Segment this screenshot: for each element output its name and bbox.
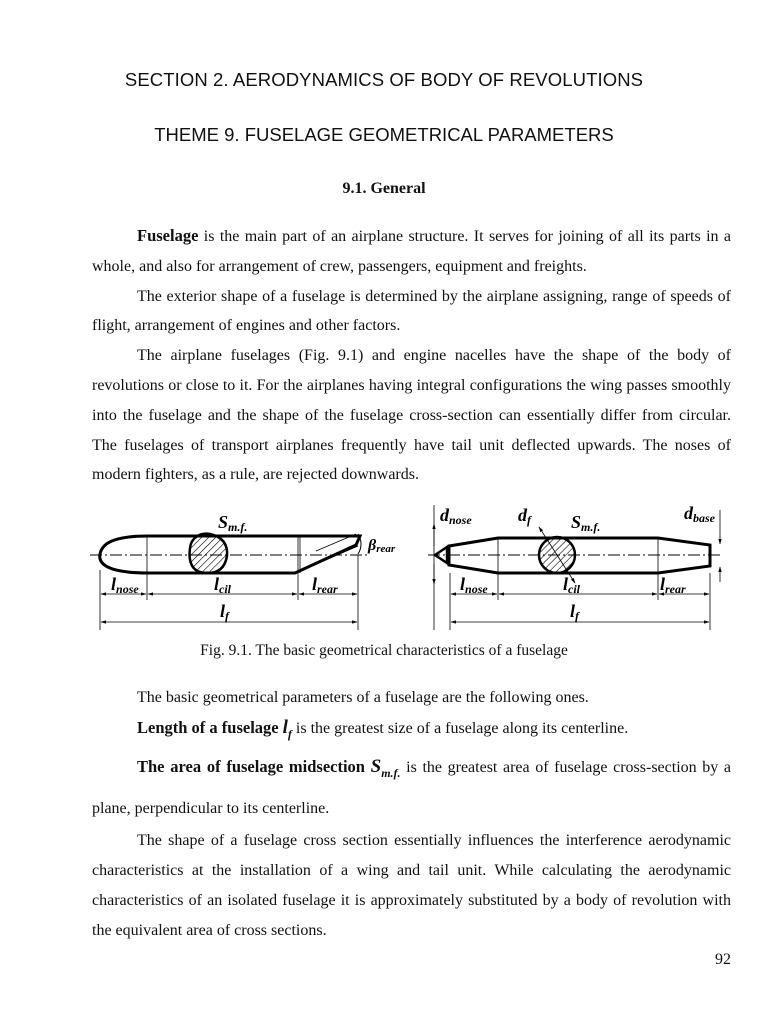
right-fuselage-drawing [428, 503, 722, 630]
term-fuselage: Fuselage [137, 226, 199, 245]
label-right-df: df [518, 505, 531, 527]
parameters-text [92, 683, 731, 945]
label-right-smf: Sm.f. [571, 512, 601, 534]
label-right-lnose: lnose [460, 574, 488, 596]
paragraph-length [92, 713, 731, 750]
paragraph-length-text: is the greatest size of a fuselage along its centerline. [291, 719, 629, 737]
section-title: SECTION 2. AERODYNAMICS OF BODY OF REVOLUTIONS [124, 69, 644, 90]
label-right-dbase: dbase [684, 503, 715, 525]
label-left-lf: lf [220, 601, 230, 623]
intro-text [92, 221, 731, 490]
paragraph-exterior-shape: The exterior shape of a fuselage is determined by the airplane assigning, range of speeds of flight, arrangement of engines and other factors. [92, 287, 731, 335]
page-number: 92 [715, 951, 731, 968]
term-length: Length of a fuselage [137, 717, 279, 737]
label-right-lrear: lrear [660, 574, 686, 596]
label-beta-rear: βrear [368, 537, 396, 555]
theme-title: THEME 9. FUSELAGE GEOMETRICAL PARAMETERS [154, 124, 614, 145]
paragraph-cross-section-shape: The shape of a fuselage cross section essentially influences the interference aerodynamic characteristics at the installation of a wing and tail unit. While calculating the aerodynamic characteristics of an isolated fuselage it is approximately substituted by a body of revolution with the equivalent area of cross sections. [92, 832, 731, 939]
paragraph-params-intro: The basic geometrical parameters of a fuselage are the following ones. [137, 689, 589, 706]
paragraph-fuselage-text: is the main part of an airplane structure. It serves for joining of all its parts in a whole, and also for arrangement of crew, passengers, equipment and freights. [92, 228, 731, 275]
label-left-lnose: lnose [111, 574, 139, 596]
paragraph-fuselage-shapes: The airplane fuselages (Fig. 9.1) and engine nacelles have the shape of the body of revolutions or close to it. For the airplanes having integral configurations the wing passes smoothly into the fuselage and the shape of the fuselage cross-section can essentially differ from circular. The fuselages of transport airplanes frequently have tail unit deflected upwards. The noses of modern fighters, as a rule, are rejected downwards. [92, 347, 731, 484]
left-midsection-hatch [190, 534, 228, 573]
label-left-lcil: lcil [214, 574, 232, 596]
figure-caption: Fig. 9.1. The basic geometrical characteristics of a fuselage [200, 642, 568, 659]
label-right-lcil: lcil [563, 574, 581, 596]
left-fuselage-drawing [90, 512, 396, 630]
paragraph-fuselage [92, 221, 731, 282]
label-right-lf: lf [570, 601, 580, 623]
subsection-title: 9.1. General [342, 180, 426, 197]
symbol-smf: $S_{m.f.}$ [370, 756, 401, 781]
paragraph-midsection-text: is the greatest area of fuselage cross-section by a plane, perpendicular to its centerline. [92, 759, 731, 818]
label-left-smf: Sm.f. [218, 512, 248, 534]
fuselage-figure [90, 500, 730, 635]
paragraph-midsection [92, 749, 731, 826]
symbol-lf: $l_f$ [282, 716, 292, 741]
term-midsection: The area of fuselage midsection [137, 757, 365, 777]
label-right-dnose: dnose [440, 505, 472, 527]
label-left-lrear: lrear [312, 574, 338, 596]
